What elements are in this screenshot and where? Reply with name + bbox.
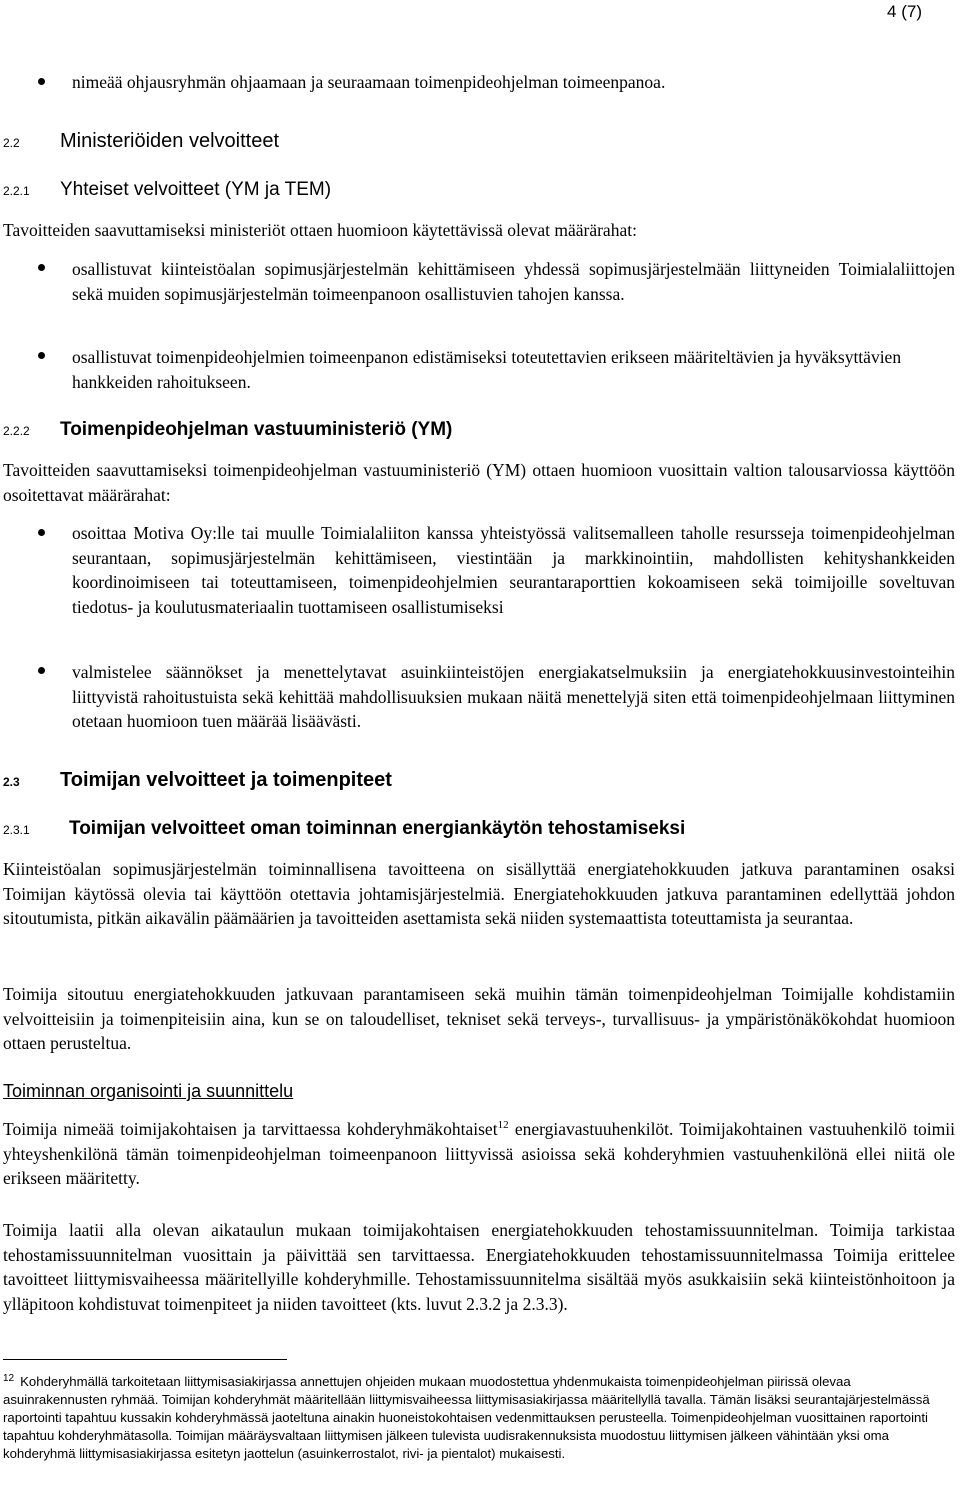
section-heading-2-3: [3, 769, 392, 792]
section-title: Toimijan velvoitteet ja toimenpiteet: [60, 769, 392, 791]
section-number: 2.3.1: [3, 823, 30, 837]
list-item: valmistelee säännökset ja menettelytavat asuinkiinteistöjen energiakatselmuksiin ja energiatehokkuusinvestointeihin liittyvistä rahoitustuista sekä kehittää mahdollisuuksien mukaan näitä menettelyjä siten että toimenpideohjelmaan liittyminen otetaan huomioon tuen määrää lisäävästi.: [72, 662, 955, 732]
section-number: 2.2.2: [3, 424, 30, 438]
section-number: 2.3: [3, 775, 20, 789]
list-item: osallistuvat toimenpideohjelmien toimeenpanon edistämiseksi toteutettavien erikseen määriteltävien ja hyväksyttävien hankkeiden rahoitukseen.: [72, 347, 902, 392]
footnote-reference[interactable]: 12: [497, 1119, 509, 1131]
paragraph-text: Toimija nimeää toimijakohtaisen ja tarvittaessa kohderyhmäkohtaiset: [3, 1119, 498, 1139]
section-title: Ministeriöiden velvoitteet: [60, 130, 279, 152]
section-lead: Tavoitteiden saavuttamiseksi toimenpideohjelman vastuuministeriö (YM) ottaen huomioon vuosittain valtion talousarviossa käyttöön osoitettavat määrärahat:: [3, 460, 955, 505]
section-title: Toimenpideohjelman vastuuministeriö (YM): [60, 419, 453, 440]
section-lead: Tavoitteiden saavuttamiseksi ministeriöt ottaen huomioon käytettävissä olevat määrärahat:: [3, 220, 637, 240]
page-number: 4 (7): [887, 2, 922, 21]
list-item: osoittaa Motiva Oy:lle tai muulle Toimialaliiton kanssa yhteistyössä valitsemalleen taholle resursseja toimenpideohjelman seurantaan, sopimusjärjestelmän kehittämiseen, viestintään ja markkinointiin, mahdollisten kehityshankkeiden koordinoimiseen tai toteuttamiseen, toimenpideohjelmien seurantaraporttien kokoamiseen sekä toimijoille soveltuvan tiedotus- ja koulutusmateriaalin tuottamiseen osallistumiseksi: [72, 523, 955, 617]
section-number: 2.2.1: [3, 184, 30, 198]
footnote-divider: [3, 1359, 287, 1360]
list-item: osallistuvat kiinteistöalan sopimusjärjestelmän kehittämiseen yhdessä sopimusjärjestelmään liittyneiden Toimialaliittojen sekä muiden sopimusjärjestelmän toimeenpanoon osallistuvien tahojen kanssa.: [72, 259, 955, 304]
paragraph-text: energiavastuuhenkilöt. Toimijakohtainen vastuuhenkilö toimii yhteyshenkilönä tämän toimenpideohjelman toimeenpanoon liittyvissä asioissa sekä kohderyhmien vastuuhenkilönä ellei niitä ole erikseen määritetty.: [3, 1119, 956, 1189]
footnote-number: 12: [3, 1373, 15, 1384]
paragraph: [3, 1117, 955, 1191]
section-title: Yhteiset velvoitteet (YM ja TEM): [60, 179, 332, 200]
section-heading-2-3-1: [3, 818, 685, 840]
bullet-icon: [38, 529, 45, 536]
paragraph: Toimija sitoutuu energiatehokkuuden jatkuvaan parantamiseen sekä muihin tämän toimenpideohjelman Toimijalle kohdistamiin velvoitteisiin ja toimenpiteisiin aina, kun se on taloudelliset, tekniset sekä terveys-, turvallisuus- ja ympäristönäkökohdat huomioon ottaen perusteltua.: [3, 984, 955, 1054]
bullet-icon: [38, 667, 45, 674]
subsection-title: Toiminnan organisointi ja suunnittelu: [3, 1081, 294, 1101]
section-heading-2-2: [3, 130, 279, 153]
paragraph: Kiinteistöalan sopimusjärjestelmän toiminnallisena tavoitteena on sisällyttää energiatehokkuuden jatkuva parantaminen osaksi Toimijan käytössä olevia tai käyttöön otettavia johtamisjärjestelmiä. Energiatehokkuuden jatkuva parantaminen edellyttää johdon sitoutumista, pitkän aikavälin päämäärien ja tavoitteiden asettamista sekä niiden systemaattista toteuttamista ja seurantaa.: [3, 859, 955, 929]
footnote-text: Kohderyhmällä tarkoitetaan liittymisasiakirjassa annettujen ohjeiden mukaan muodostettua yhdenmukaista toimenpideohjelman piirissä olevaa asuinrakennusten ryhmää. Toimijan kohderyhmät määritellään liittymisvaiheessa liittymisasiakirjassa määritellyllä tavalla. Tämän lisäksi seurantajärjestelmässä raportointi tapahtuu kussakin kohderyhmässä jaoteltuna ainakin huoneistokohtaisen vedenmittauksen perusteella. Toimenpideohjelman vuosittainen raportointi tapahtuu kohderyhmätasolla. Toimijan määräysvaltaan liittymisen jälkeen tulevista uudisrakennuksista muodostuu liittymisen jälkeen vähintään yksi oma kohderyhmä liittymisasiakirjassa esitetyn jaottelun (asuinkerrostalot, rivi- ja pientalot) mukaisesti.: [3, 1374, 930, 1461]
paragraph: Toimija laatii alla olevan aikataulun mukaan toimijakohtaisen energiatehokkuuden tehostamissuunnitelman. Toimija tarkistaa tehostamissuunnitelman vuosittain ja päivittää sen tarvittaessa. Energiatehokkuuden tehostamissuunnitelmassa Toimija erittelee tavoitteet liittymisvaiheessa määritellyille kohderyhmille. Tehostamissuunnitelma sisältää myös asukkaisiin sekä kiinteistönhoitoon ja ylläpitoon kohdistuvat toimenpiteet ja niiden tavoitteet (kts. luvut 2.3.2 ja 2.3.3).: [3, 1220, 955, 1314]
section-heading-2-2-1: [3, 179, 331, 201]
footnote: [3, 1370, 940, 1463]
bullet-icon: [38, 78, 45, 85]
section-heading-2-2-2: [3, 419, 452, 441]
section-number: 2.2: [3, 136, 20, 150]
intro-bullet-text: nimeää ohjausryhmän ohjaamaan ja seuraamaan toimenpideohjelman toimeenpanoa.: [72, 72, 666, 92]
bullet-icon: [38, 352, 45, 359]
section-title: Toimijan velvoitteet oman toiminnan energiankäytön tehostamiseksi: [69, 818, 686, 839]
bullet-icon: [38, 264, 45, 271]
